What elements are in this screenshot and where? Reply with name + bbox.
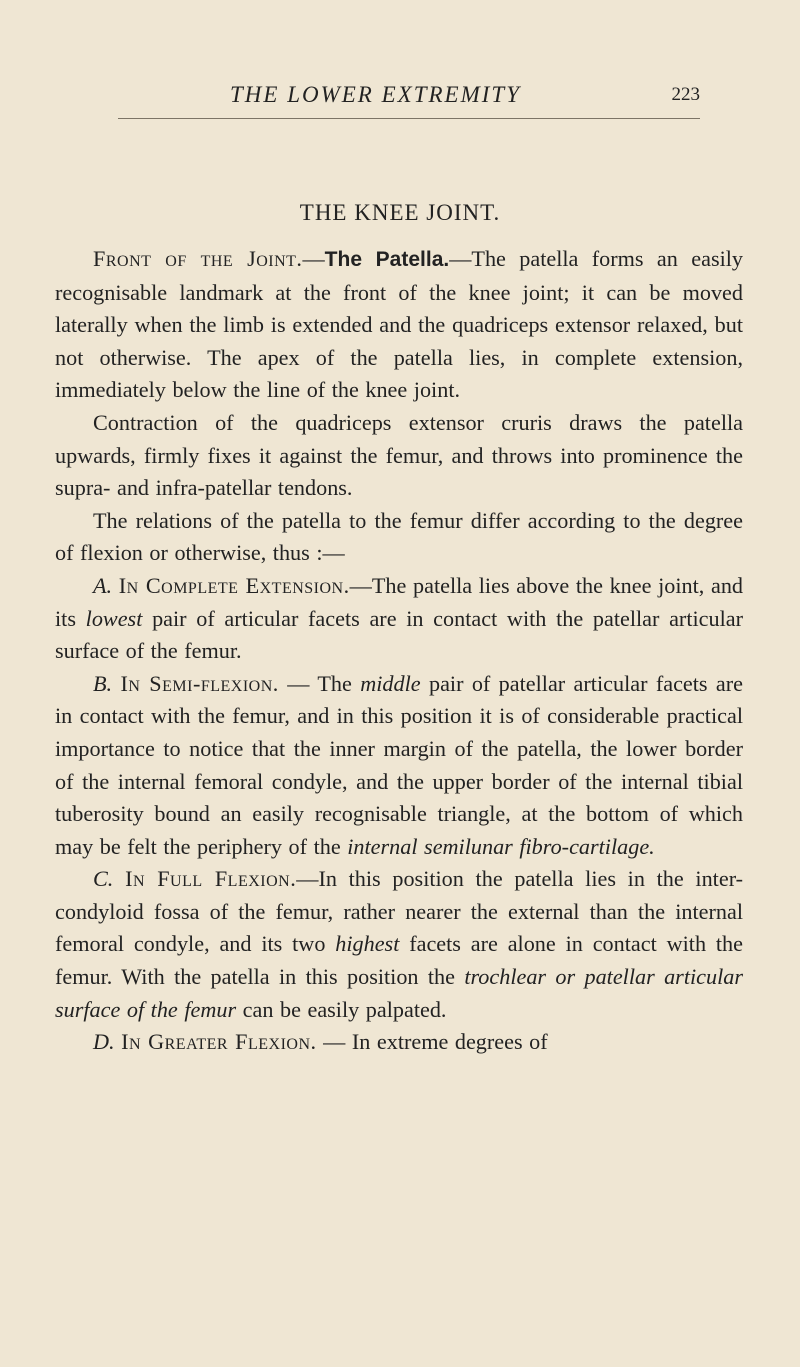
paragraph-text: pair of articular facets are in contact with the patellar articular surface of the femur. [55,605,743,664]
paragraph-greater-flexion [55,1026,743,1059]
paragraph-full-flexion [55,863,743,1026]
item-heading: In Complete Extension. [118,572,350,598]
running-title: THE LOWER EXTREMITY [230,82,521,107]
emphasis-text: highest [335,931,400,957]
paragraph-contraction [55,407,743,505]
running-head [118,82,700,119]
item-letter: D. [93,1029,115,1055]
item-letter: A. [93,572,113,598]
paragraph-text: facets are alone in contact with the femur. With the patella in this position the [55,931,743,990]
paragraph-text: Contraction of the quadriceps extensor cruris draws the patella upwards, firmly fixes it against the femur, and throws into prominence the supra- and infra-patellar tendons. [55,409,743,501]
paragraph-front-of-joint [55,243,743,407]
paragraph-text: —The patella forms an easily recognisable landmark at the front of the knee joint; it can be moved laterally when the limb is extended and the quadriceps extensor relaxed, but not otherwise. The apex of the patella lies, in complete extension, immediately below the line of the knee joint. [55,246,743,403]
emphasis-text: lowest [85,605,143,631]
paragraph-text: can be easily palpated. [236,996,447,1022]
paragraph-text: — The [278,670,361,696]
paragraph-text: The relations of the patella to the femur differ according to the degree of flexion or otherwise, thus :— [55,507,743,566]
emphasis-text: trochlear or patellar articular surface of the femur [55,964,743,1022]
paragraph-complete-extension [55,570,743,668]
emphasis-text: internal semilunar fibro-cartilage. [347,833,655,859]
paragraph-text: pair of patellar articular facets are in contact with the femur, and in this position it is of considerable practical importance to notice that the inner margin of the patella, the lower border of the internal femoral condyle, and the upper border of the internal tibial tuberosity bound an easily recognisable triangle, at the bottom of which may be felt the periphery of the [55,670,744,859]
emphasis-text: middle [360,670,421,696]
subheading-patella: The Patella. [324,248,450,271]
body-text [55,243,743,1059]
paragraph-text: —In this position the patella lies in the inter-condyloid fossa of the femur, rather nearer the external than the internal femoral condyle, and its two [55,866,744,957]
item-heading: In Full Flexion. [125,866,297,892]
chapter-title: THE KNEE JOINT. [299,200,501,225]
paragraph-relations [55,505,743,570]
section-dash: — [302,246,325,271]
paragraph-text: —The patella lies above the knee joint, and its [55,572,744,631]
item-letter: C. [93,866,114,892]
paragraph-semi-flexion [55,668,743,864]
paragraph-text: — In extreme degrees of [316,1029,548,1055]
section-lead: Front of the Joint. [93,246,303,271]
item-heading: In Greater Flexion. [121,1029,317,1055]
page-number: 223 [671,84,700,105]
item-letter: B. [93,670,113,696]
item-heading: In Semi-flexion. [120,670,279,696]
